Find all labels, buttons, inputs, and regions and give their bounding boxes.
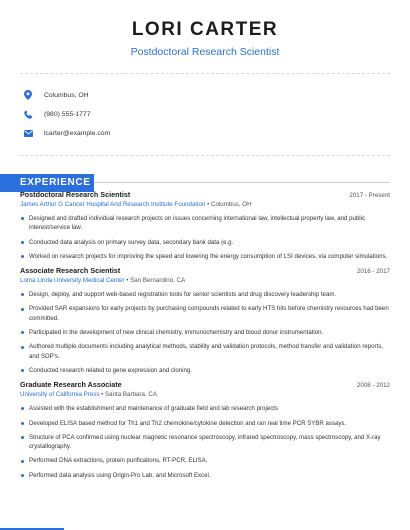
job-bullet: Authored multiple documents including analytical methods, stability and validation protocols, method transfer and validation reports, and SOP's.	[20, 342, 390, 361]
job-bullet: Conducted research related to gene expression and cloning.	[20, 366, 390, 375]
job-title: Postdoctoral Research Scientist	[20, 190, 131, 199]
candidate-name: LORI CARTER	[131, 19, 279, 40]
contact-phone-text: (980) 555-1777	[44, 110, 91, 118]
job-bullet: Participated in the development of new clinical chemistry, immunochemistry and blood donor instrumentation.	[20, 328, 390, 337]
job-title: Associate Research Scientist	[20, 266, 121, 276]
contact-location-text: Columbus, OH	[44, 91, 89, 99]
job-org: University of California Press	[20, 391, 100, 399]
candidate-role: Postdoctoral Research Scientist	[130, 46, 280, 58]
experience-list	[0, 190, 410, 480]
contact-email-text[interactable]: lcarter@example.com	[44, 129, 111, 137]
job-bullets	[20, 404, 390, 480]
job-org: James Arthur G Cancer Hospital And Research Institute Foundation	[20, 201, 206, 208]
job-dates: 2017 - Present	[349, 192, 390, 199]
job-entry	[20, 380, 390, 480]
job-dates: 2008 - 2012	[356, 382, 390, 390]
job-bullet: Performed DNA extractions, protein purifications, RT-PCR, ELISA.	[20, 456, 390, 465]
email-icon	[22, 127, 34, 139]
job-org: Loma Linda University Medical Center	[20, 277, 125, 285]
experience-heading: EXPERIENCE	[0, 174, 94, 192]
job-bullet: Assisted with the establishment and maintenance of graduate field and lab research projects	[20, 404, 390, 413]
job-employer	[20, 277, 390, 284]
location-pin-icon	[22, 89, 34, 101]
job-location: • San Bernardino, CA	[124, 277, 186, 285]
job-entry	[20, 266, 390, 375]
job-title: Graduate Research Associate	[20, 380, 122, 390]
job-bullet: Designed and drafted individual research projects on issues concerning international law, intellectual property law, and public interest/service law.	[20, 214, 390, 233]
job-bullet: Structure of PCA confirmed using nuclear magnetic resonance spectroscopy, infrared spectroscopy, mass spectroscopy, and X-ray crystallography.	[20, 433, 390, 452]
job-location: • Columbus, OH	[205, 201, 252, 208]
experience-heading-rule	[94, 182, 390, 183]
contact-location	[22, 86, 410, 104]
job-bullet: Conducted data analysis on primary survey data, secondary bank data (e.g.	[20, 238, 390, 247]
contact-divider	[20, 155, 390, 156]
phone-icon	[22, 108, 34, 120]
job-employer	[20, 391, 390, 398]
job-bullets	[20, 290, 390, 375]
job-bullet: Developed ELISA based method for Th1 and Th2 chemokine/cytokine detection and ran real time PCR SYBR assays.	[20, 419, 390, 428]
job-dates: 2016 - 2017	[356, 268, 390, 276]
contact-phone	[22, 105, 410, 123]
resume-header	[0, 0, 410, 59]
job-bullets	[20, 214, 390, 261]
contact-email[interactable]	[22, 124, 410, 142]
job-employer	[20, 201, 390, 208]
job-entry	[20, 190, 390, 261]
job-bullet: Provided SAR expansions for early projects by purchasing compounds related to early HTS hits before chemistry resources had been committed.	[20, 304, 390, 323]
job-location: • Santa Barbara, CA	[99, 391, 157, 399]
job-bullet: Design, deploy, and support web-based registration tools for senior scientists and drug discovery leadership team.	[20, 290, 390, 299]
contact-list	[0, 74, 410, 142]
job-bullet: Performed data analysis using Origin-Pro Lab, and Microsoft Excel.	[20, 471, 390, 480]
job-bullet: Worked on research projects for improving the speed and lowering the energy consumption of LSI devices, via computer simulations.	[20, 252, 390, 261]
